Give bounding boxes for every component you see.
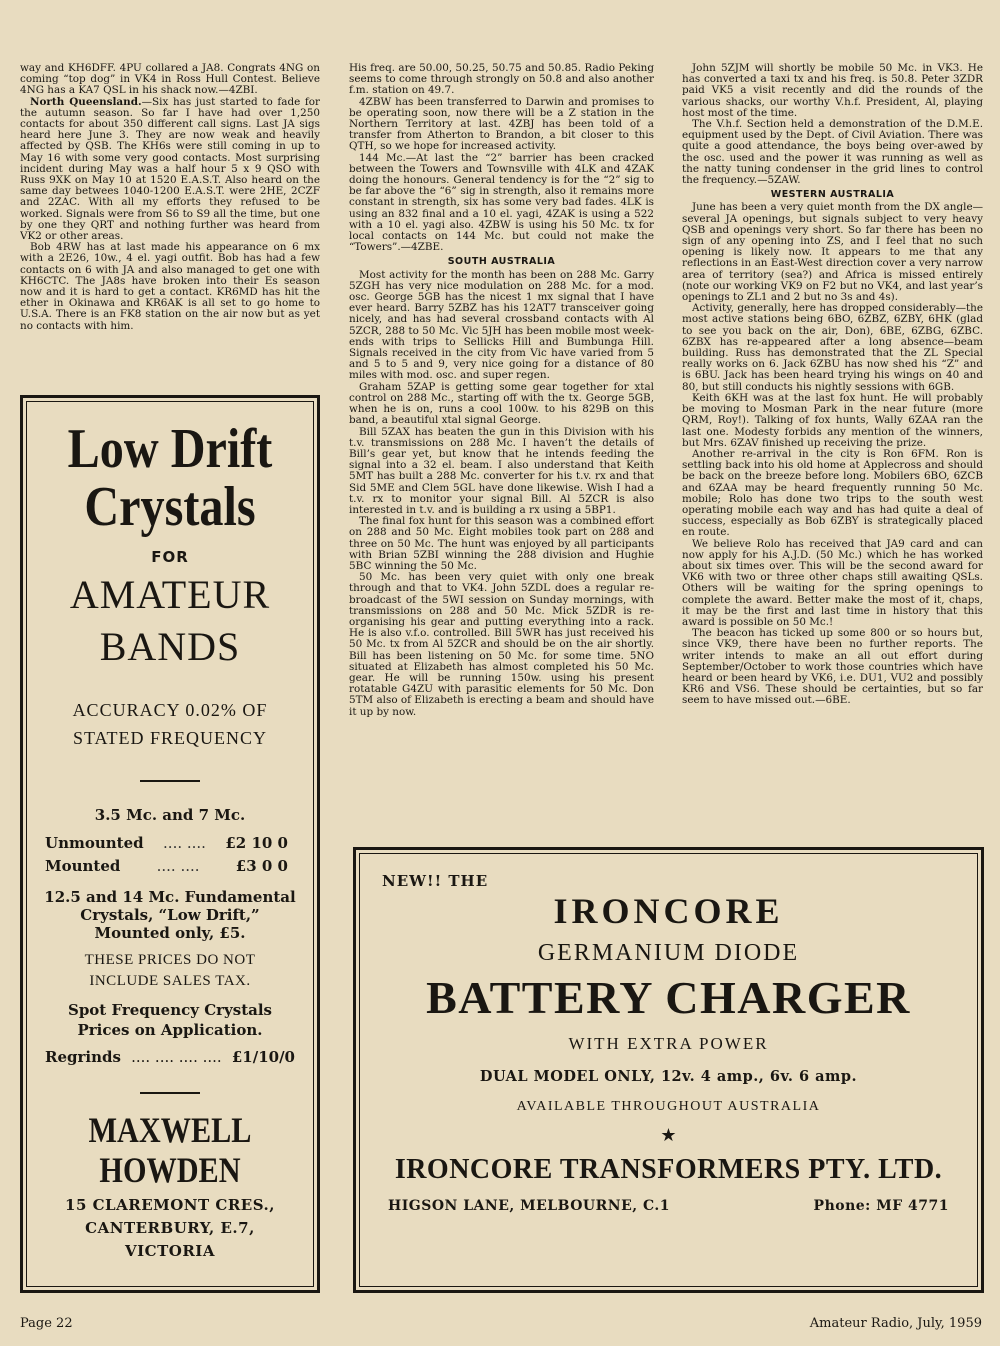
ad-amateur-text: AMATEUR: [69, 572, 271, 617]
paragraph: 4ZBW has been transferred to Darwin and promises to be operating soon, now there will be a Z station in the Northern Territory at last. 4ZBJ has been told of a transfer from Atherton to Brandon, a bit closer to this QTH, so we hope for increased activity.: [349, 95, 654, 153]
page-number: Page 22: [20, 1316, 73, 1331]
advertiser-name: MAXWELL HOWDEN: [88, 1110, 252, 1190]
advertisement-frame: [359, 853, 978, 1287]
regrinds-row: [27, 1048, 313, 1066]
product-line2: BATTERY CHARGER: [426, 972, 911, 1023]
tax-note-line2: INCLUDE SALES TAX.: [89, 973, 251, 989]
paragraph: Graham 5ZAP is getting some gear together for xtal control on 288 Mc., starting off with the tx. George 5GB, when he is on, runs a cool 100w. to his 829B on this band, a beautiful xtal signal George.: [349, 380, 654, 427]
paragraph: We believe Rolo has received that JA9 card and can now apply for his A.J.D. (50 Mc.) which he has worked about six times over. This will be the second award for VK6 with two or three other chaps still awaiting QSLs. Others will be waiting for the spring openings to complete the award. Better make the most of it, chaps, it may be the first and last time in history that this award is possible on 50 Mc.!: [682, 537, 983, 628]
brand-name: IRONCORE: [553, 891, 784, 931]
price-value: £1/10/0: [231, 1048, 295, 1066]
extra-power-text: WITH EXTRA POWER: [568, 1034, 769, 1053]
divider: [140, 780, 200, 782]
paragraph: June has been a very quiet month from the DX angle—several JA openings, but signals subject to very heavy QSB and openings very short. So far there has been no sign of any opening into ZS, and I feel that no such opening is likely now. It appears to me that any reflections in an East-West direction cover a very narrow area of territory (sea?) and Africa is missed entirely (note our working VK9 on F2 but no VK4, and last year’s openings to ZL1 and 2 but no 3s and 4s).: [682, 201, 983, 304]
battery-charger-advertisement: [353, 847, 984, 1293]
paragraph: The beacon has ticked up some 800 or so hours but, since VK9, there have been no further reports. The writer intends to make an all out effort during September/October to work those countries which have heard or been heard by VK6, i.e. DU1, VU2 and possibly KR6 and VS6. These should be certainties, but so far seem to have missed out.—6BE.: [682, 627, 983, 707]
article-column-1: [20, 63, 320, 380]
tax-note-line1: THESE PRICES DO NOT: [84, 952, 256, 968]
address: HIGSON LANE, MELBOURNE, C.1: [388, 1198, 671, 1214]
paragraph: Another re-arrival in the city is Ron 6FM. Ron is settling back into his old home at Applecross and should be back on the breeze before long. Mobilers 6BO, 6ZCB and 6ZAA may be heard frequently running 50 Mc. mobile; Rolo has done two trips to the south west operating mobile each way and has had quite a deal of success, especially as Bob 6ZBY is strategically placed en route.: [682, 447, 983, 539]
paragraph: Keith 6KH was at the last fox hunt. He will probably be moving to Mosman Park in the near future (more QRM, Roy!). Talking of fox hunts, Wally 6ZAA ran the last one. Modesty forbids any mention of the winners, but Mrs. 6ZAV finished up receiving the prize.: [682, 391, 983, 449]
price-row-unmounted: [27, 832, 313, 855]
availability-text: AVAILABLE THROUGHOUT AUSTRALIA: [516, 1099, 821, 1114]
address-line3: VICTORIA: [125, 1242, 215, 1260]
paragraph: way and KH6DFF. 4PU collared a JA8. Congrats 4NG on coming “top dog” in VK4 in Ross Hull Contest. Believe 4NG has a KA7 QSL in his shack now.—4ZBI.: [20, 63, 320, 97]
phone: Phone: MF 4771: [813, 1198, 949, 1214]
article-column-2: [349, 63, 654, 833]
paragraph: Most activity for the month has been on 288 Mc. Garry 5ZGH has very nice modulation on 288 Mc. for a mod. osc. George 5GB has the nicest 1 mx signal that I have ever heard. Barry 5ZBZ has his 12AT7 transceiver going nicely, and has had several crossband contacts with Al 5ZCR, 288 to 50 Mc. Vic 5JH has been mobile most week-ends with trips to Sellicks Hill and Bumbunga Hill. Signals received in the city from Vic have varied from 5 and 5 to 5 and 9, very nice going for a distance of 80 miles with mod. osc. and super regen.: [349, 268, 654, 382]
price-row-mounted: [27, 855, 313, 878]
paragraph: Bill 5ZAX has beaten the gun in this Division with his t.v. transmissions on 288 Mc. I haven’t the details of Bill’s gear yet, but know that he intends feeding the signal into a 32 el. beam. I also understand that Keith 5MT has built a 288 Mc. converter for his t.v. rx and that Sid 5ME and Clem 5GL have done likewise. Wish I had a t.v. rx to monitor your signal Bill. Al 5ZCR is also interested in t.v. and is building a rx using a 5BP1.: [349, 425, 654, 516]
price-value: £2 10 0: [225, 834, 288, 852]
spot-line1: Spot Frequency Crystals: [67, 1001, 273, 1019]
model-spec: DUAL MODEL ONLY, 12v. 4 amp., 6v. 6 amp.: [479, 1068, 858, 1085]
fundamental-line2: Crystals, “Low Drift,”: [80, 906, 260, 924]
paragraph: The final fox hunt for this season was a combined effort on 288 and 50 Mc. Eight mobiles took part on 288 and three on 50 Mc. The hunt was enjoyed by all participants with Brian 5ZBI winning the 288 division and Hughie 5BC winning the 50 Mc.: [349, 515, 654, 572]
article-column-3: [682, 63, 983, 841]
section-heading: SOUTH AUSTRALIA: [447, 256, 556, 268]
price-label: Unmounted: [45, 834, 144, 852]
new-banner: NEW!! THE: [382, 872, 489, 890]
price-label: Regrinds: [45, 1048, 121, 1066]
paragraph: The V.h.f. Section held a demonstration of the D.M.E. equipment used by the Dept. of Civil Aviation. There was quite a good attendance, the boys being over-awed by the osc. used and the power it was running as well as the natty tuning condenser in the grid lines to control the frequency.—5ZAW.: [682, 118, 983, 187]
paragraph: 144 Mc.—At last the “2” barrier has been cracked between the Towers and Townsville with 4LK and 4ZAK doing the honours. General tendency is for the “2” sig to be far above the “6” sig in strength, also it remains more constant in strength, six has some very bad fades. 4LK is using an 832 final and a 10 el. yagi, 4ZAK is using a 522 with a 10 el. yagi also. 4ZBW is using his 50 Mc. tx for local contacts on 144 Mc. but could not make the “Towers”.—4ZBE.: [349, 151, 654, 254]
ad-accuracy-line1: ACCURACY 0.02% OF: [72, 700, 268, 720]
advertisement-frame: [26, 401, 314, 1287]
paragraph: John 5ZJM will shortly be mobile 50 Mc. in VK3. He has converted a taxi tx and his freq. is 50.8. Peter 3ZDR paid VK5 a visit recently and did the rounds of the various shacks, our worthy V.h.f. President, Al, playing host most of the time.: [682, 63, 983, 119]
ad-accuracy-line2: STATED FREQUENCY: [72, 728, 268, 748]
ad-for-text: FOR: [151, 548, 189, 566]
address-line2: CANTERBURY, E.7,: [85, 1219, 255, 1237]
product-line1: GERMANIUM DIODE: [537, 940, 800, 966]
fundamental-line3: Mounted only, £5.: [94, 924, 246, 942]
fundamental-line1: 12.5 and 14 Mc. Fundamental: [44, 888, 296, 906]
leader-dots: .... ....: [163, 834, 206, 852]
ad-bands-text: BANDS: [99, 624, 241, 669]
paragraph: Activity, generally, here has dropped considerably—the most active stations being 6BO, 6ZBZ, 6ZBY, 6HK (glad to see you back on the air, Don), 6BE, 6ZBG, 6ZBC. 6ZBX has re-appeared after a long absence—beam building. Russ has demonstrated that the ZL Special really works on 6. Jack 6ZBU has now shed his “Z” and is 6BU. Jack has been heard trying his wings on 40 and 80, but still conducts his nightly sessions with 6GB.: [682, 302, 983, 393]
advertiser-name: IRONCORE TRANSFORMERS PTY. LTD.: [394, 1154, 943, 1185]
section-heading: North Queensland.: [30, 95, 142, 108]
leader-dots: .... ....: [156, 857, 200, 875]
spot-line2: Prices on Application.: [77, 1021, 263, 1039]
paragraph: 50 Mc. has been very quiet with only one break through and that to VK4. John 5ZDL does a regular re-broadcast of the 5WI session on Sunday mornings, with transmissions on 288 and 50 Mc. Mick 5ZDR is re-organising his gear and putting everything into a rack. He is also v.f.o. controlled. Bill 5WR has just received his 50 Mc. tx from Al 5ZCR and should be on the air shortly. Bill has been listening on 50 Mc. for some time. 5NO situated at Elizabeth has almost completed his 50 Mc. gear. He will be running 150w. using his present rotatable G4ZU with parasitic elements for 50 Mc. Don 5TM also of Elizabeth is erecting a beam and should have it up by now.: [349, 571, 654, 718]
paragraph-text: —Six has just started to fade for the autumn season. So far I have had over 1,250 contacts for about 350 different call signs. Last JA sigs heard here June 3. They are now weak and heavily affected by QSB. The KH6s were still coming in up to May 16 with some very good contacts. Most surprising incident during May was a half hour 5 x 9 QSO with Russ 9XK on May 10 at 1520 E.A.S.T. Also heard on the same day betwees 1040-1200 E.A.S.T. were 2HE, 2CZF and 2ZAC. With all my efforts they refused to be worked. Signals were from S6 to S9 all the time, but one by one they QRT and nothing further was heard from VK2 or other areas.: [20, 95, 320, 243]
price-value: £3 0 0: [235, 857, 288, 875]
section-heading: WESTERN AUSTRALIA: [770, 189, 895, 201]
ad-headline-line2: Crystals: [84, 476, 256, 538]
price-heading: 3.5 Mc. and 7 Mc.: [94, 806, 246, 824]
contact-row: [360, 1198, 977, 1214]
paragraph: Bob 4RW has at last made his appearance on 6 mx with a 2E26, 10w., 4 el. yagi outfit. Bob has had a few contacts on 6 with JA and also managed to get one with KH6CTC. The JA8s have broken into their Es season now and it is hard to get a contact. KR6MD has hit the ether in Okinawa and KR6AK is all set to go home to U.S.A. There is an FK8 station on the air now but as yet no contacts with him.: [20, 241, 320, 332]
price-label: Mounted: [45, 857, 121, 875]
star-icon: ★: [660, 1125, 677, 1146]
address-line1: 15 CLAREMONT CRES.,: [65, 1196, 275, 1214]
publication-info: Amateur Radio, July, 1959: [809, 1316, 982, 1331]
divider: [140, 1092, 200, 1094]
paragraph: [20, 97, 320, 243]
crystals-advertisement: [20, 395, 320, 1293]
leader-dots: .... .... .... ....: [131, 1048, 222, 1066]
ad-headline-line1: Low Drift: [67, 418, 273, 480]
paragraph: His freq. are 50.00, 50.25, 50.75 and 50.85. Radio Peking seems to come through strongly on 50.8 and also another f.m. station on 49.7.: [349, 63, 654, 97]
